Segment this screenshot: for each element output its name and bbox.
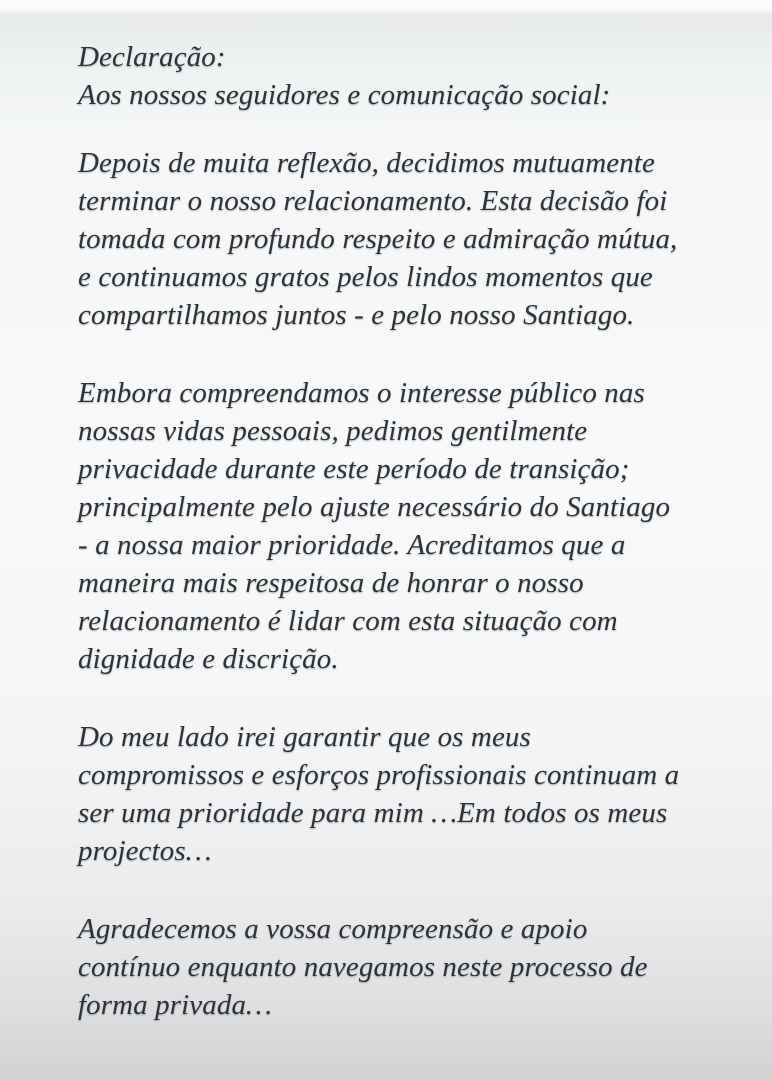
statement-line: projectos… xyxy=(78,835,212,867)
statement-line: ser uma prioridade para mim …Em todos os meus xyxy=(78,797,668,829)
statement-line: tomada com profundo respeito e admiração mútua, xyxy=(78,223,678,255)
statement-line: relacionamento é lidar com esta situação com xyxy=(78,605,618,637)
statement-line: nossas vidas pessoais, pedimos gentilmente xyxy=(78,415,588,447)
statement-paragraph xyxy=(78,910,736,1024)
statement-paragraph xyxy=(78,144,736,334)
statement-salutation: Aos nossos seguidores e comunicação social: xyxy=(78,79,611,111)
statement-line: terminar o nosso relacionamento. Esta decisão foi xyxy=(78,185,668,217)
statement-heading xyxy=(78,38,736,114)
statement-line: compromissos e esforços profissionais continuam a xyxy=(78,759,680,791)
statement-line: Do meu lado irei garantir que os meus xyxy=(78,721,531,753)
statement-line: Embora compreendamos o interesse público nas xyxy=(78,377,645,409)
statement-line: Agradecemos a vossa compreensão e apoio xyxy=(78,913,588,945)
statement-line: contínuo enquanto navegamos neste processo de xyxy=(78,951,648,983)
statement-line: forma privada… xyxy=(78,989,272,1021)
statement-line: Depois de muita reflexão, decidimos mutuamente xyxy=(78,147,655,179)
statement-line: - a nossa maior prioridade. Acreditamos que a xyxy=(78,529,626,561)
statement-line: privacidade durante este período de transição; xyxy=(78,453,630,485)
statement-line: compartilhamos juntos - e pelo nosso Santiago. xyxy=(78,299,635,331)
statement-paragraph xyxy=(78,374,736,678)
statement-line: principalmente pelo ajuste necessário do Santiago xyxy=(78,491,671,523)
statement-line: maneira mais respeitosa de honrar o nosso xyxy=(78,567,584,599)
statement-line: dignidade e discrição. xyxy=(78,643,339,675)
statement-title: Declaração: xyxy=(78,41,226,73)
statement-line: e continuamos gratos pelos lindos momentos que xyxy=(78,261,653,293)
statement-paragraph xyxy=(78,718,736,870)
